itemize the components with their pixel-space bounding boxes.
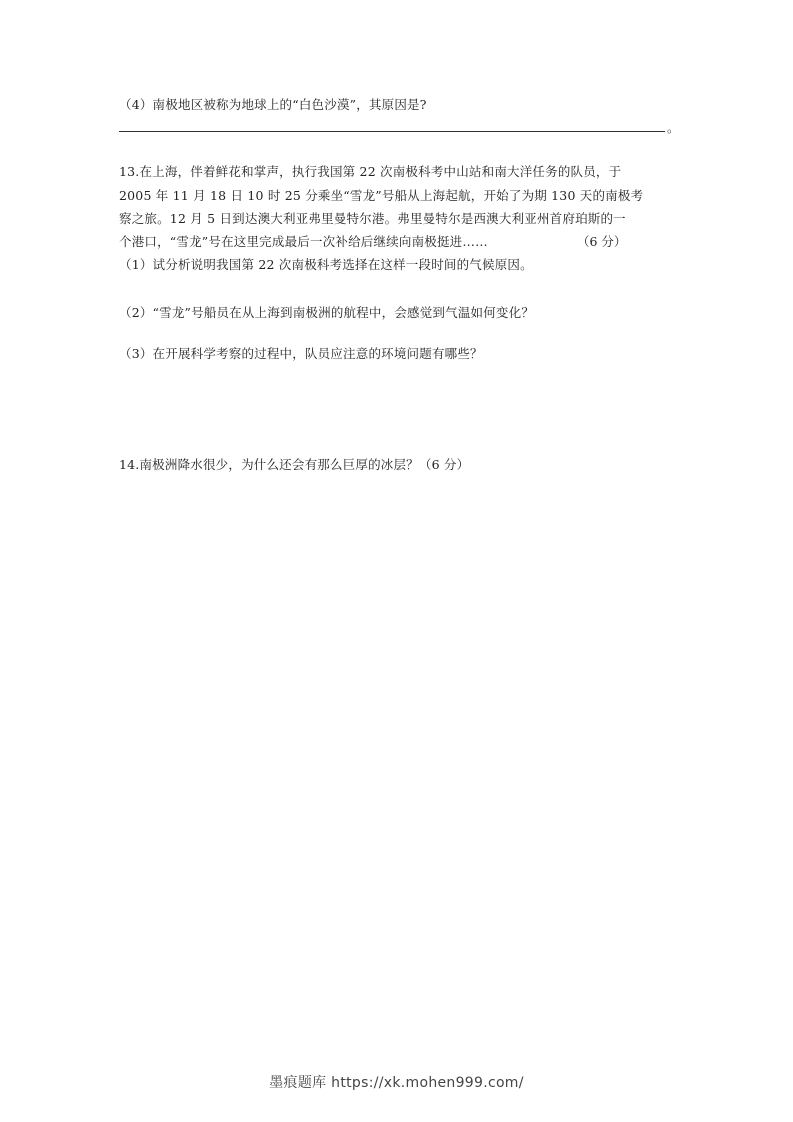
footer-watermark: 墨痕题库 https://xk.mohen999.com/: [269, 1075, 524, 1091]
answer-line: [119, 131, 665, 132]
question-13-sub-2: （2）“雪龙”号船员在从上海到南极洲的航程中，会感觉到气温如何变化？: [119, 305, 535, 320]
question-13-sub-1: （1）试分析说明我国第 22 次南极科考选择在这样一段时间的气候原因。: [119, 257, 533, 272]
question-13-line-3: 察之旅。12 月 5 日到达澳大利亚弗里曼特尔港。弗里曼特尔是西澳大利亚州首府珀斯的一: [119, 211, 626, 226]
question-13-line-1: 13.在上海，伴着鲜花和掌声，执行我国第 22 次南极科考中山站和南大洋任务的队员，于: [119, 164, 622, 179]
question-13-line-2: 2005 年 11 月 18 日 10 时 25 分乘坐“雪龙”号船从上海起航，开始了为期 130 天的南极考: [119, 188, 644, 203]
answer-end-mark: 。: [667, 120, 680, 135]
question-14-text: 14.南极洲降水很少，为什么还会有那么巨厚的冰层？（6 分）: [119, 457, 470, 472]
question-12-4-text: （4）南极地区被称为地球上的“白色沙漠”，其原因是?: [119, 97, 427, 112]
question-13-line-4: 个港口，“雪龙”号在这里完成最后一次补给后继续向南极挺进……: [119, 234, 488, 249]
question-13-score: （6 分）: [577, 234, 627, 249]
question-13-sub-3: （3）在开展科学考察的过程中，队员应注意的环境问题有哪些？: [119, 346, 483, 361]
